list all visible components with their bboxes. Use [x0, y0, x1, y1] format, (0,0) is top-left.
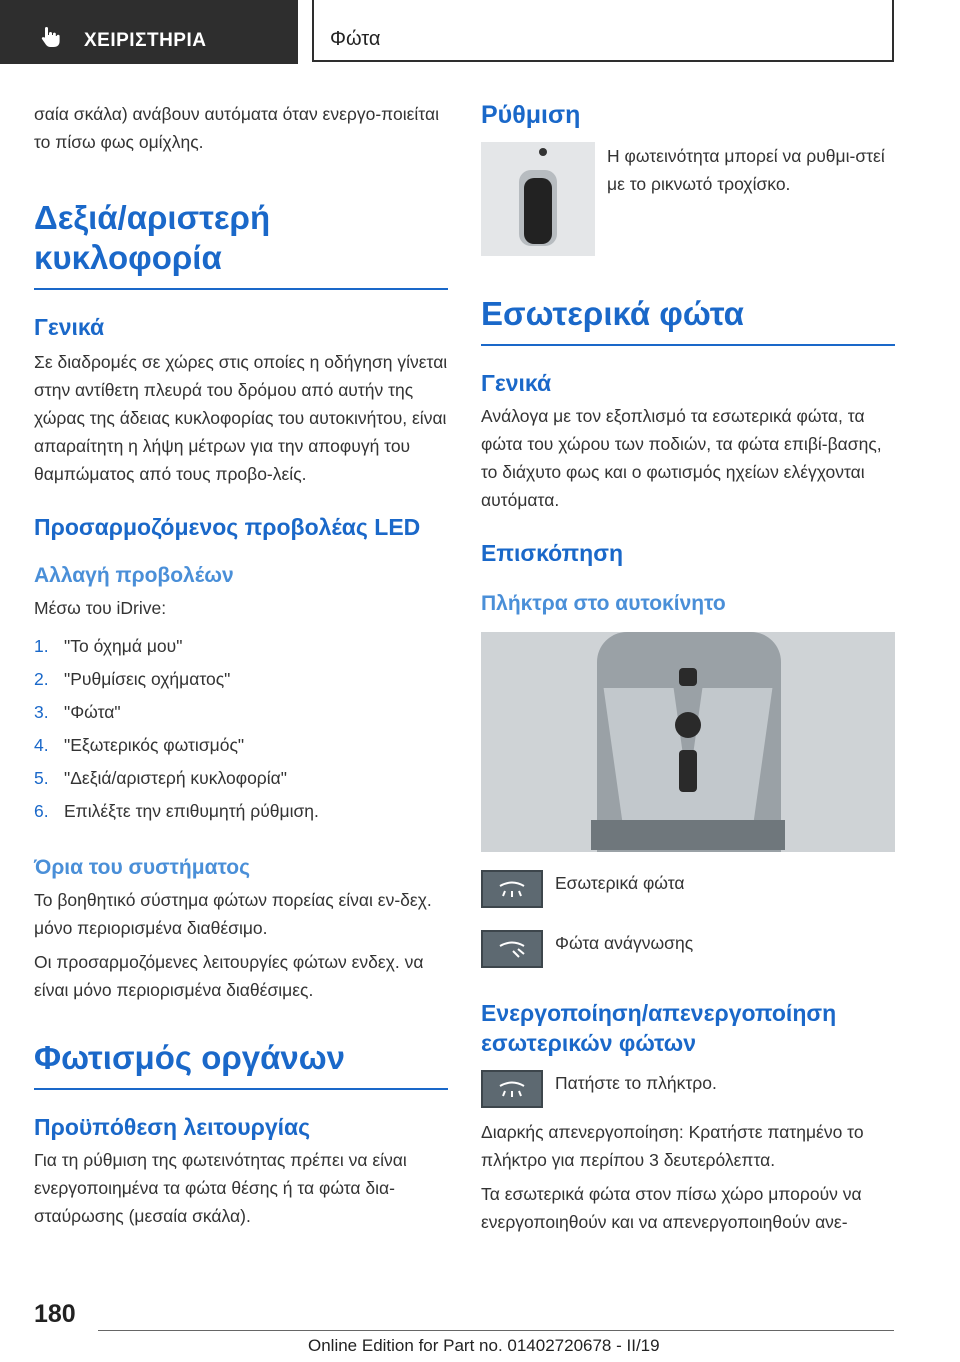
- hand-pointer-icon: [38, 24, 64, 50]
- change-text: Μέσω του iDrive:: [34, 598, 167, 618]
- thumbwheel-image: [481, 142, 595, 256]
- list-item: 4. "Εξωτερικός φωτισμός": [34, 735, 245, 755]
- interior-light-icon: [481, 1070, 543, 1108]
- adjust-heading: Ρύθμιση: [481, 101, 581, 129]
- requirement-heading: Προϋπόθεση λειτουργίας: [34, 1114, 311, 1140]
- list-item: 6. Επιλέξτε την επιθυμητή ρύθμιση.: [34, 801, 319, 821]
- reading-light-icon: [481, 930, 543, 968]
- interior-light-label: Εσωτερικά φώτα: [555, 873, 685, 893]
- section-title-traffic: Δεξιά/αριστερή κυκλοφορία: [34, 199, 271, 276]
- list-item: 3. "Φώτα": [34, 702, 121, 722]
- interior-general-heading: Γενικά: [481, 370, 552, 396]
- roof-console-image: [481, 632, 895, 852]
- reading-light-row: [481, 930, 895, 968]
- page-number: 180: [34, 1300, 76, 1328]
- steps-list: [34, 630, 448, 828]
- press-button-text: Πατήστε το πλήκτρο.: [555, 1073, 717, 1093]
- list-item: 5. "Δεξιά/αριστερή κυκλοφορία": [34, 768, 287, 788]
- left-column: [34, 100, 448, 1230]
- edition-text: Online Edition for Part no. 01402720678 - II/19: [308, 1336, 660, 1355]
- buttons-heading: Πλήκτρα στο αυτοκίνητο: [481, 592, 726, 615]
- requirement-text: Για τη ρύθμιση της φωτεινότητας πρέπει να είναι ενεργοποιημένα τα φώτα θέσης ή τα φώτα δια-σταύρωσης (μεσαία σκάλα).: [34, 1150, 407, 1226]
- right-column: [481, 100, 895, 1236]
- section-title-interior: Εσωτερικά φώτα: [481, 295, 744, 332]
- section-title: ΧΕΙΡΙΣΤΗΡΙΑ: [84, 30, 207, 51]
- list-item: 1. "Το όχημά μου": [34, 636, 183, 656]
- list-item: 2. "Ρυθμίσεις οχήματος": [34, 669, 231, 689]
- press-button-row: [481, 1070, 895, 1108]
- section-tab: [0, 0, 298, 64]
- interior-light-icon: [481, 870, 543, 908]
- adjust-text: Η φωτεινότητα μπορεί να ρυθμι-στεί με το ρικνωτό τροχίσκο.: [607, 146, 885, 194]
- permanent-off-text: Διαρκής απενεργοποίηση: Κρατήστε πατημένο το πλήκτρο για περίπου 3 δευτερόλεπτα.: [481, 1122, 864, 1170]
- rear-lights-text: Τα εσωτερικά φώτα στον πίσω χώρο μπορούν να ενεργοποιηθούν και να απενεργοποιηθούν ανε-: [481, 1184, 862, 1232]
- limits-text-1: Το βοηθητικό σύστημα φώτων πορείας είναι εν-δεχ. μόνο περιορισμένα διαθέσιμο.: [34, 890, 432, 938]
- reading-light-label: Φώτα ανάγνωσης: [555, 933, 694, 953]
- page-header: [0, 0, 960, 66]
- section-title-instruments: Φωτισμός οργάνων: [34, 1039, 345, 1076]
- general-text: Σε διαδρομές σε χώρες στις οποίες η οδήγηση γίνεται στην αντίθετη πλευρά του δρόμου από αυτήν της χώρας της άδειας κυκλοφορίας του αυτοκινήτου, είναι απαραίτητη η λήψη μέτρων για την αποφυγή του θαμπώματος από τους προβο-λείς.: [34, 352, 448, 484]
- footer-rule: [98, 1330, 894, 1331]
- change-heading: Αλλαγή προβολέων: [34, 564, 234, 587]
- interior-light-row: [481, 870, 895, 908]
- chapter-title: Φώτα: [330, 28, 381, 50]
- general-heading: Γενικά: [34, 314, 105, 340]
- overview-heading: Επισκόπηση: [481, 540, 623, 566]
- chapter-tab: [312, 0, 894, 62]
- intro-text: σαία σκάλα) ανάβουν αυτόματα όταν ενεργο-ποιείται το πίσω φως ομίχλης.: [34, 104, 439, 152]
- limits-text-2: Οι προσαρμοζόμενες λειτουργίες φώτων ενδεχ. να είναι μόνο περιορισμένα διαθέσιμες.: [34, 952, 424, 1000]
- onoff-heading: Ενεργοποίηση/απενεργοποίηση εσωτερικών φώτων: [481, 1000, 837, 1056]
- led-heading: Προσαρμοζόμενος προβολέας LED: [34, 514, 421, 540]
- interior-general-text: Ανάλογα με τον εξοπλισμό τα εσωτερικά φώτα, τα φώτα του χώρου των ποδιών, τα φώτα επιβί-βασης, το διάχυτο φως και ο φωτισμός ηχείων ελέγχονται αυτόματα.: [481, 406, 882, 510]
- limits-heading: Όρια του συστήματος: [34, 856, 251, 879]
